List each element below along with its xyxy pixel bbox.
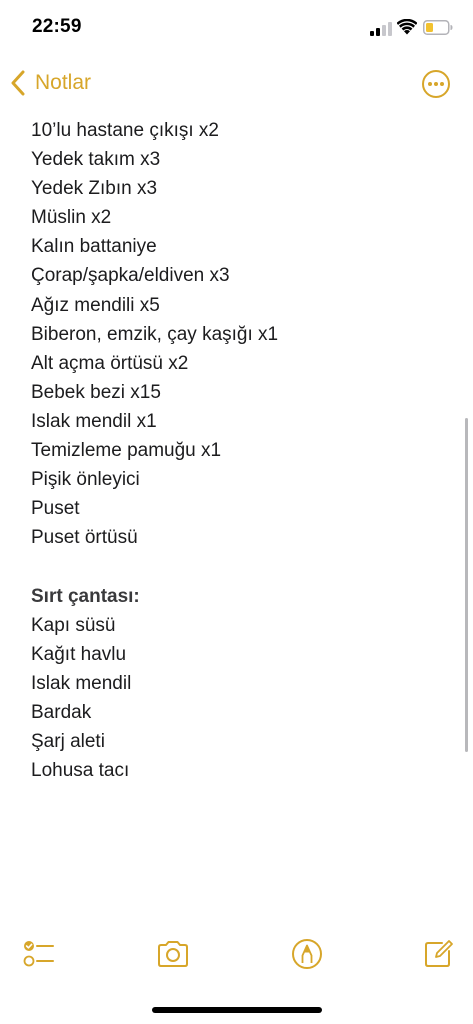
list-item: Bebek bezi x15 (31, 381, 161, 403)
list-item: Yedek takım x3 (31, 149, 161, 171)
list-item: Kapı süsü (31, 614, 116, 636)
camera-icon[interactable] (156, 938, 190, 970)
checklist-icon[interactable] (21, 938, 55, 970)
chevron-left-icon (10, 70, 26, 96)
list-item: Islak mendil (31, 672, 132, 694)
list-item: Şarj aleti (31, 730, 105, 752)
list-item: Islak mendil x1 (31, 410, 157, 432)
compose-icon[interactable] (422, 938, 456, 970)
back-button[interactable] (10, 66, 91, 100)
note-body[interactable] (31, 116, 451, 785)
scroll-indicator[interactable] (465, 418, 468, 752)
list-item: Temizleme pamuğu x1 (31, 440, 222, 462)
more-options-icon[interactable] (421, 69, 451, 99)
list-item: Puset örtüsü (31, 527, 138, 549)
markup-pen-icon[interactable] (290, 938, 324, 970)
battery-icon (423, 20, 453, 35)
list-item: Çorap/şapka/eldiven x3 (31, 265, 230, 287)
list-item: Biberon, emzik, çay kaşığı x1 (31, 323, 279, 345)
list-item: Kalın battaniye (31, 236, 157, 258)
list-item: Müslin x2 (31, 207, 112, 229)
list-item: 10’lu hastane çıkışı x2 (31, 120, 219, 141)
list-item: Bardak (31, 701, 92, 723)
list-item: Alt açma örtüsü x2 (31, 352, 189, 374)
wifi-icon (397, 19, 417, 35)
list-item: Pişik önleyici (31, 469, 140, 491)
status-bar (0, 0, 473, 56)
list-item: Kağıt havlu (31, 643, 127, 665)
blank-line (31, 552, 451, 581)
back-button-label: Notlar (35, 71, 92, 94)
section-heading: Sırt çantası: (31, 585, 140, 607)
home-indicator[interactable] (152, 1007, 322, 1013)
status-time: 22:59 (32, 16, 82, 37)
cellular-signal-icon (370, 22, 392, 36)
list-item: Lohusa tacı (31, 760, 130, 782)
list-item: Yedek Zıbın x3 (31, 178, 158, 200)
list-item: Ağız mendili x5 (31, 294, 160, 316)
list-item: Puset (31, 498, 80, 520)
